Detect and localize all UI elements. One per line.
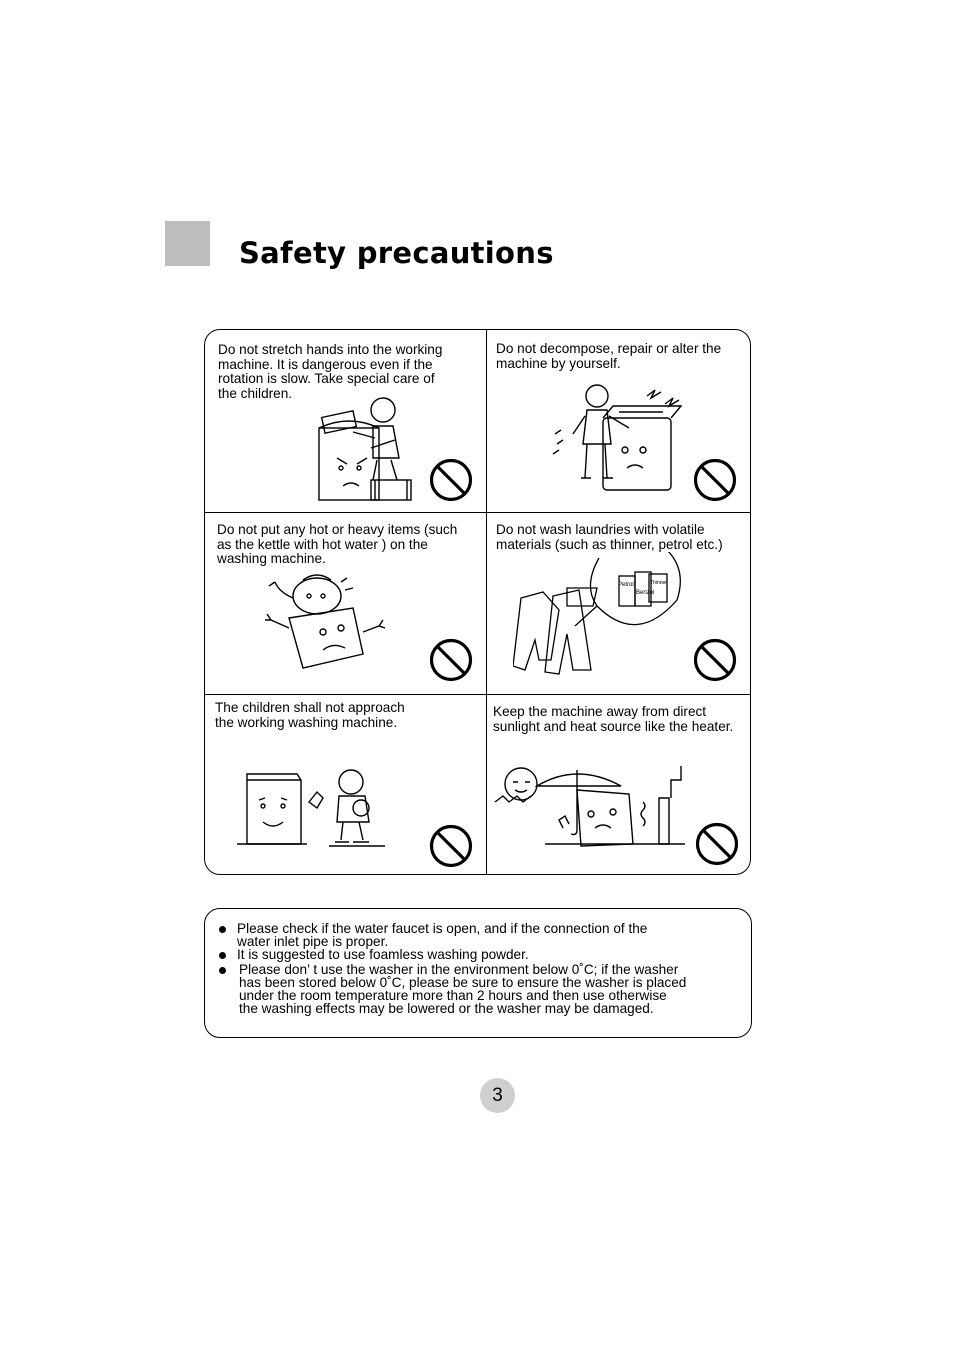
benzol-label: Benzol: [636, 590, 655, 596]
prohibition-icon: [429, 458, 473, 502]
grid-divider-row1: [205, 512, 750, 513]
note-text-3: Please don’ t use the washer in the environment below 0˚C; if the washer has been stored below 0˚C, please be sure to ensure the washer is placed under the room temperature more than 2 hours and then use otherwise the washing effects may be lowered or the washer may be damaged.: [239, 962, 687, 1016]
section-marker: [165, 221, 210, 266]
person-repairing-washer-illustration: [547, 378, 682, 496]
precaution-text-5: The children shall not approach the working washing machine.: [215, 700, 405, 730]
precaution-text-6: Keep the machine away from direct sunlight and heat source like the heater.: [493, 704, 734, 734]
note-text-1: Please check if the water faucet is open, and if the connection of the water inlet pipe is proper.: [237, 921, 648, 949]
volatile-materials-illustration: [513, 552, 688, 676]
grid-divider-vertical: [486, 330, 487, 874]
precautions-grid: [204, 329, 751, 875]
page-number: 3: [480, 1078, 515, 1113]
kettle-on-washer-illustration: [261, 570, 391, 674]
precaution-text-4: Do not wash laundries with volatile materials (such as thinner, petrol etc.): [496, 522, 723, 552]
petrol-label: Petrol: [618, 582, 634, 588]
page-title: Safety precautions: [239, 236, 554, 270]
precaution-text-3: Do not put any hot or heavy items (such as the kettle with hot water ) on the washing machine.: [217, 522, 458, 567]
sun-and-heater-illustration: [491, 766, 687, 850]
bullet-icon: [219, 967, 226, 974]
bullet-icon: [219, 926, 226, 933]
grid-divider-row2: [205, 694, 750, 695]
children-near-washer-illustration: [235, 766, 387, 850]
prohibition-icon: [693, 458, 737, 502]
notes-box: [204, 908, 752, 1038]
prohibition-icon: [429, 638, 473, 682]
thinner-label: Thinner: [650, 580, 667, 586]
note-text-2: It is suggested to use foamless washing powder.: [237, 947, 529, 962]
child-at-washer-illustration: [315, 388, 425, 504]
prohibition-icon: [693, 638, 737, 682]
precaution-text-1: Do not stretch hands into the working machine. It is dangerous even if the rotation is slow. Take special care of the children.: [218, 342, 443, 401]
bullet-icon: [219, 952, 226, 959]
prohibition-icon: [695, 822, 739, 866]
precaution-text-2: Do not decompose, repair or alter the machine by yourself.: [496, 341, 722, 371]
prohibition-icon: [429, 824, 473, 868]
